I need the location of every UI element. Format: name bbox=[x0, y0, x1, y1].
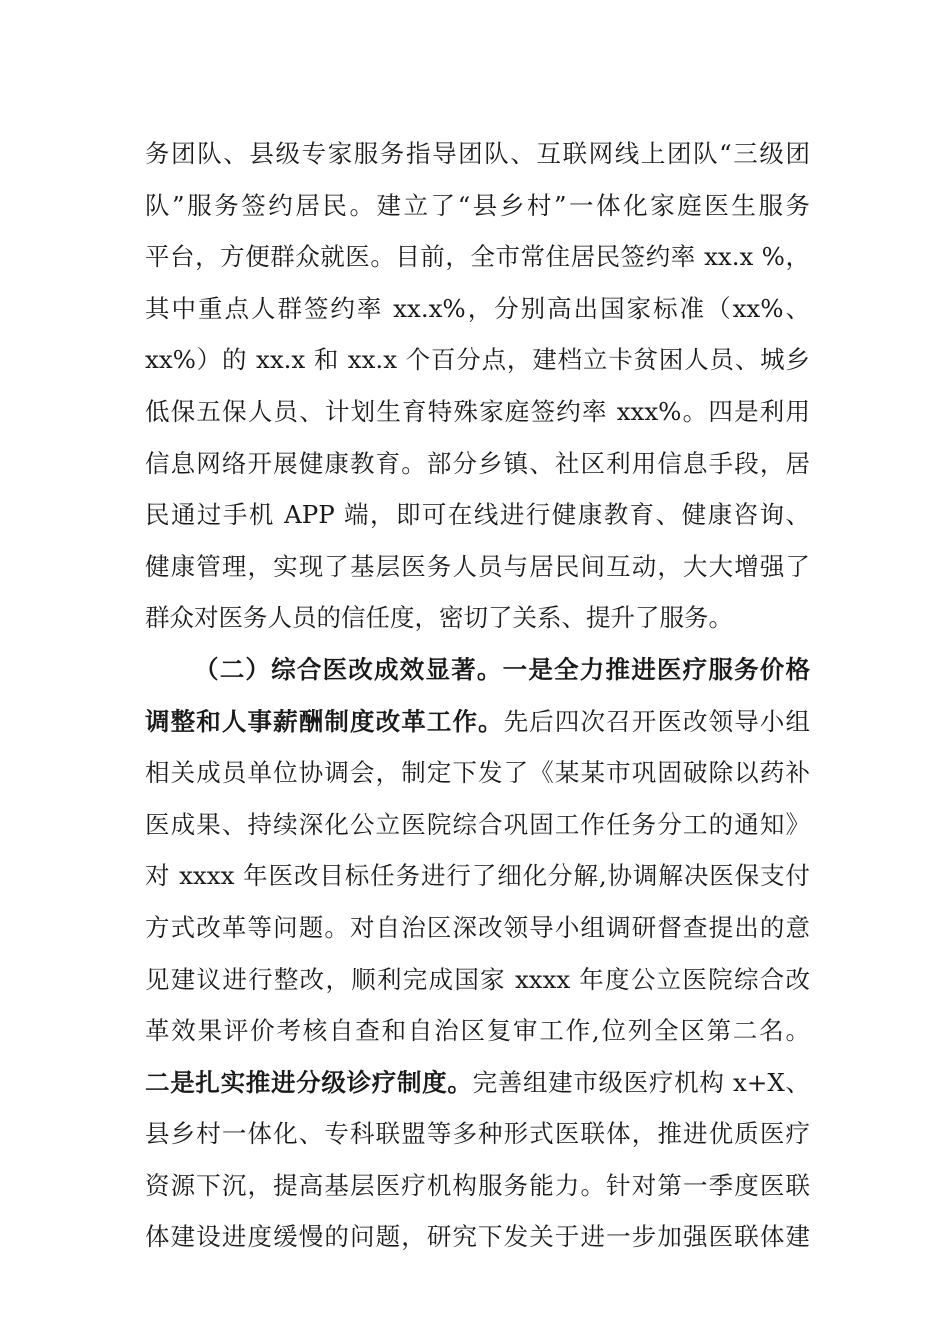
text-line: 民通过手机 APP 端，即可在线进行健康教育、健康咨询、 bbox=[145, 500, 810, 530]
text-line: 医成果、持续深化公立医院综合巩固工作任务分工的通知》 bbox=[145, 809, 810, 839]
text-line bbox=[145, 696, 810, 748]
text-line: 体建设进度缓慢的问题，研究下发关于进一步加强医联体建 bbox=[145, 1222, 810, 1252]
text-line: 资源下沉，提高基层医疗机构服务能力。针对第一季度医联 bbox=[145, 1170, 810, 1200]
text-run: 完善组建市级医疗机构 x+X、 bbox=[472, 1067, 810, 1097]
bold-lead-text: 调整和人事薪酬制度改革工作。 bbox=[145, 706, 504, 736]
text-line: 健康管理，实现了基层医务人员与居民间互动，大大增强了 bbox=[145, 551, 810, 581]
text-line: 相关成员单位协调会，制定下发了《某某市巩固破除以药补 bbox=[145, 758, 810, 788]
text-line: 其中重点人群签约率 xx.x%，分别高出国家标准（xx%、 bbox=[145, 293, 810, 323]
bold-lead-text: 二是扎实推进分级诊疗制度。 bbox=[145, 1067, 473, 1097]
text-line: xx%）的 xx.x 和 xx.x 个百分点，建档立卡贫困人员、城乡 bbox=[145, 345, 810, 375]
section-heading-line: （二）综合医改成效显著。一是全力推进医疗服务价格 bbox=[194, 654, 810, 684]
text-line: 队”服务签约居民。建立了“县乡村”一体化家庭医生服务 bbox=[145, 190, 810, 220]
document-body bbox=[145, 128, 810, 1263]
text-line: 信息网络开展健康教育。部分乡镇、社区利用信息手段，居 bbox=[145, 448, 810, 478]
text-line: 群众对医务人员的信任度，密切了关系、提升了服务。 bbox=[145, 603, 733, 633]
text-line: 务团队、县级专家服务指导团队、互联网线上团队“三级团 bbox=[145, 139, 810, 168]
text-line: 县乡村一体化、专科联盟等多种形式医联体，推进优质医疗 bbox=[145, 1119, 810, 1149]
text-line: 对 xxxx 年医改目标任务进行了细化分解,协调解决医保支付 bbox=[145, 861, 810, 891]
text-line bbox=[145, 1057, 810, 1109]
text-line: 方式改革等问题。对自治区深改领导小组调研督查提出的意 bbox=[145, 912, 810, 942]
text-line: 见建议进行整改，顺利完成国家 xxxx 年度公立医院综合改 bbox=[145, 964, 810, 994]
text-line: 平台，方便群众就医。目前，全市常住居民签约率 xx.x %， bbox=[145, 242, 810, 272]
text-line: 革效果评价考核自查和自治区复审工作,位列全区第二名。 bbox=[145, 1016, 810, 1046]
text-run: 先后四次召开医改领导小组 bbox=[503, 706, 811, 736]
text-line: 低保五保人员、计划生育特殊家庭签约率 xxx%。四是利用 bbox=[145, 396, 810, 426]
